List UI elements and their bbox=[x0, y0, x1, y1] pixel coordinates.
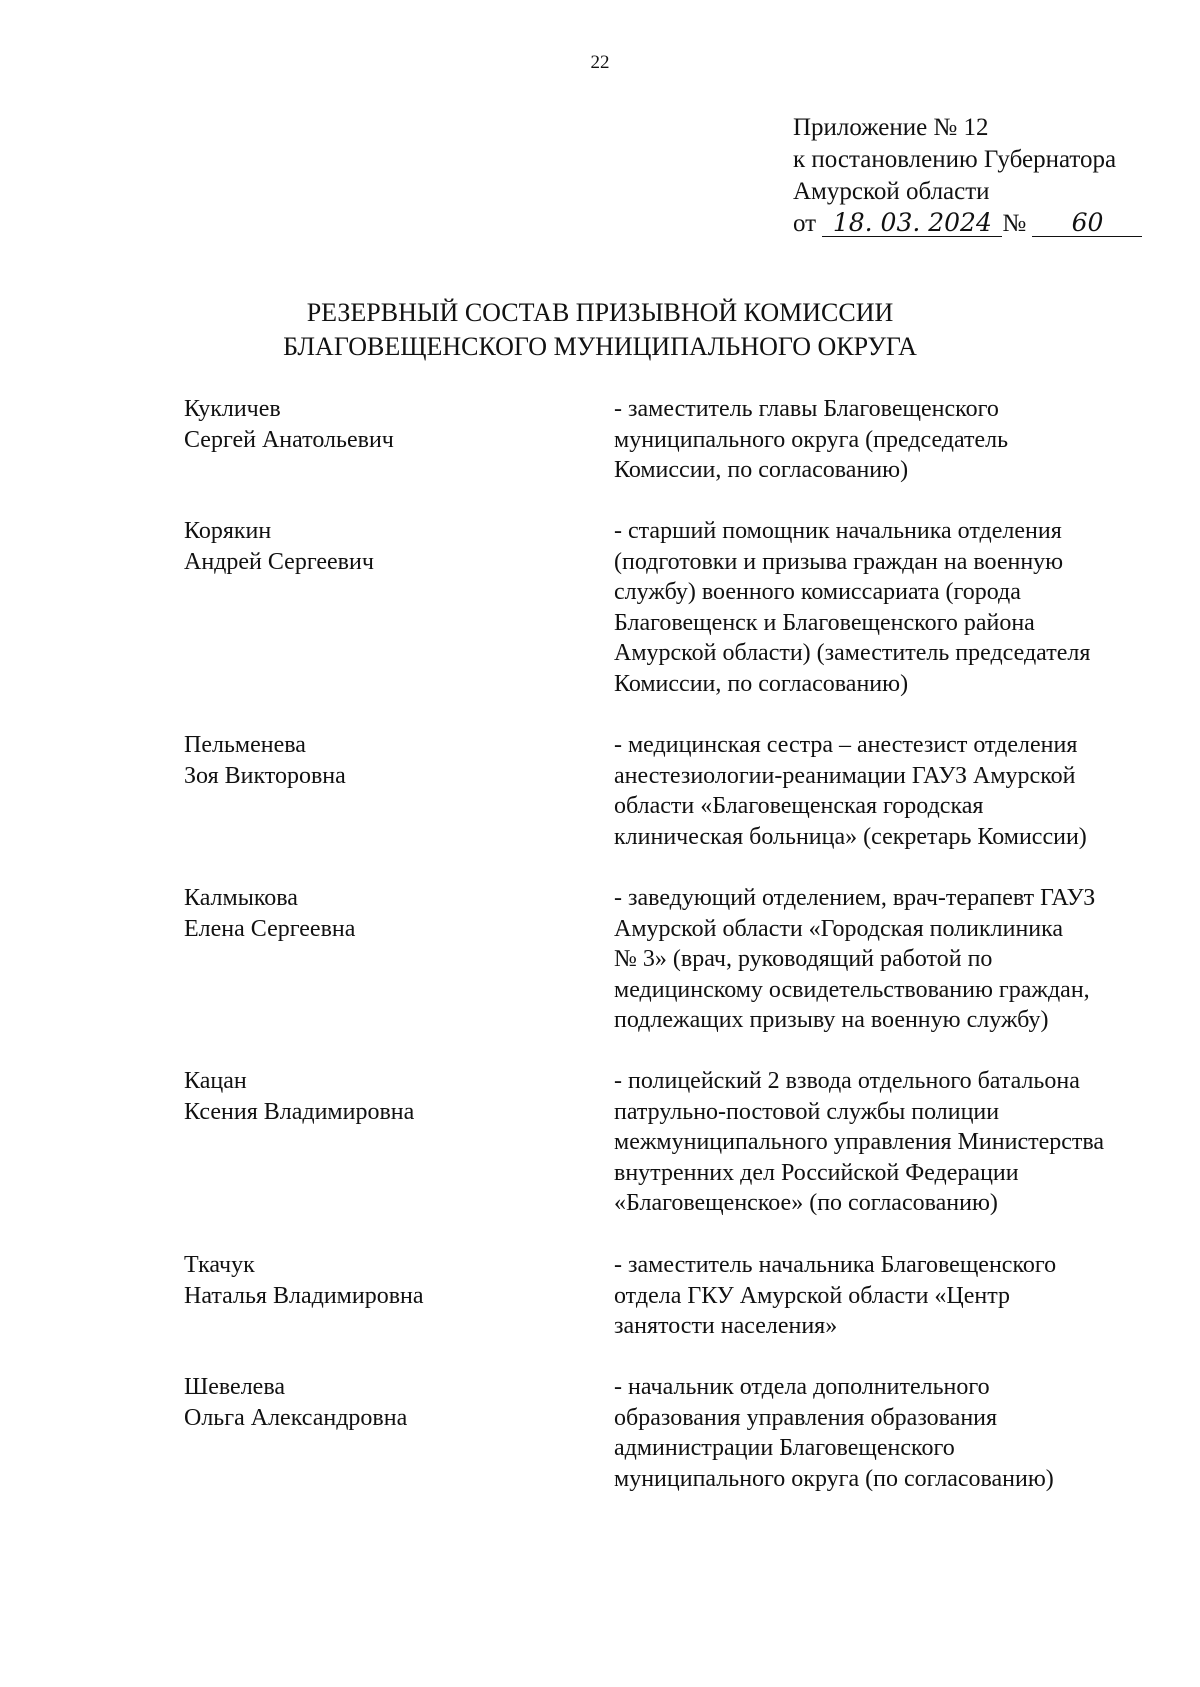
role-line: - полицейский 2 взвода отдельного батальона bbox=[614, 1068, 1080, 1094]
role-line: - заместитель начальника Благовещенского bbox=[614, 1252, 1057, 1278]
appendix-resolution: к постановлению Губернатора bbox=[793, 146, 1117, 173]
role-line: (подготовки и призыва граждан на военную bbox=[614, 548, 1064, 575]
role-line: - старший помощник начальника отделения bbox=[614, 518, 1062, 544]
member-role bbox=[614, 730, 1174, 852]
role-line: Амурской области «Городская поликлиника bbox=[614, 915, 1064, 942]
handwritten-number: 60 bbox=[1032, 210, 1142, 237]
appendix-region: Амурской области bbox=[793, 178, 990, 205]
role-line: межмуниципального управления Министерства bbox=[614, 1129, 1105, 1155]
role-line: занятости населения» bbox=[614, 1313, 838, 1339]
role-line: области «Благовещенская городская bbox=[614, 793, 984, 819]
role-line: «Благовещенское» (по согласованию) bbox=[614, 1190, 998, 1216]
role-line: муниципального округа (председатель bbox=[614, 426, 1009, 453]
role-line: - заместитель главы Благовещенского bbox=[614, 396, 999, 422]
role-line: муниципального округа (по согласованию) bbox=[614, 1465, 1054, 1492]
role-line: № 3» (врач, руководящий работой по bbox=[614, 946, 993, 972]
member-name bbox=[184, 394, 584, 455]
member-given-names: Ольга Александровна bbox=[184, 1404, 408, 1431]
handwritten-date: 18. 03. 2024 bbox=[822, 210, 1002, 237]
role-line: Благовещенск и Благовещенского района bbox=[614, 609, 1035, 636]
member-surname: Калмыкова bbox=[184, 885, 298, 911]
member-name bbox=[184, 1372, 584, 1433]
role-line: Амурской области) (заместитель председателя bbox=[614, 640, 1091, 666]
document-title bbox=[0, 296, 1200, 364]
role-line: - заведующий отделением, врач-терапевт ГАУЗ bbox=[614, 885, 1096, 911]
role-line: медицинскому освидетельствованию граждан, bbox=[614, 976, 1090, 1003]
member-surname: Ткачук bbox=[184, 1252, 255, 1278]
member-given-names: Ксения Владимировна bbox=[184, 1098, 415, 1125]
title-line-2: БЛАГОВЕЩЕНСКОГО МУНИЦИПАЛЬНОГО ОКРУГА bbox=[283, 332, 917, 361]
member-given-names: Елена Сергеевна bbox=[184, 915, 356, 942]
title-line-1: РЕЗЕРВНЫЙ СОСТАВ ПРИЗЫВНОЙ КОМИССИИ bbox=[306, 298, 894, 327]
member-name bbox=[184, 1066, 584, 1127]
member-given-names: Андрей Сергеевич bbox=[184, 548, 374, 575]
role-line: внутренних дел Российской Федерации bbox=[614, 1159, 1019, 1186]
role-line: администрации Благовещенского bbox=[614, 1435, 955, 1461]
number-sign: № bbox=[1002, 210, 1027, 237]
member-name bbox=[184, 883, 584, 944]
member-name bbox=[184, 516, 584, 577]
role-line: клиническая больница» (секретарь Комиссии) bbox=[614, 823, 1087, 850]
role-line: отдела ГКУ Амурской области «Центр bbox=[614, 1282, 1011, 1309]
member-surname: Шевелева bbox=[184, 1374, 286, 1400]
role-line: - начальник отдела дополнительного bbox=[614, 1374, 990, 1400]
role-line: Комиссии, по согласованию) bbox=[614, 670, 909, 697]
member-role bbox=[614, 1372, 1174, 1494]
appendix-date-line bbox=[793, 208, 1142, 240]
role-line: подлежащих призыву на военную службу) bbox=[614, 1007, 1049, 1033]
appendix-number: Приложение № 12 bbox=[793, 114, 989, 141]
member-role bbox=[614, 394, 1174, 486]
member-name bbox=[184, 1250, 584, 1311]
member-given-names: Зоя Викторовна bbox=[184, 762, 346, 789]
page-number: 22 bbox=[590, 52, 610, 73]
member-role bbox=[614, 1250, 1174, 1342]
role-line: патрульно-постовой службы полиции bbox=[614, 1098, 1000, 1125]
member-role bbox=[614, 516, 1174, 699]
member-role bbox=[614, 1066, 1174, 1219]
role-line: - медицинская сестра – анестезист отделения bbox=[614, 732, 1078, 758]
role-line: анестезиологии-реанимации ГАУЗ Амурской bbox=[614, 762, 1076, 789]
appendix-block bbox=[793, 112, 1142, 240]
role-line: службу) военного комиссариата (города bbox=[614, 579, 1021, 605]
member-surname: Пельменева bbox=[184, 732, 306, 758]
role-line: Комиссии, по согласованию) bbox=[614, 457, 909, 483]
member-surname: Кукличев bbox=[184, 396, 281, 422]
member-given-names: Наталья Владимировна bbox=[184, 1282, 424, 1309]
member-surname: Кацан bbox=[184, 1068, 247, 1094]
date-prefix: от bbox=[793, 210, 817, 237]
role-line: образования управления образования bbox=[614, 1404, 998, 1431]
member-role bbox=[614, 883, 1174, 1036]
member-given-names: Сергей Анатольевич bbox=[184, 426, 394, 453]
member-name bbox=[184, 730, 584, 791]
member-surname: Корякин bbox=[184, 518, 272, 544]
